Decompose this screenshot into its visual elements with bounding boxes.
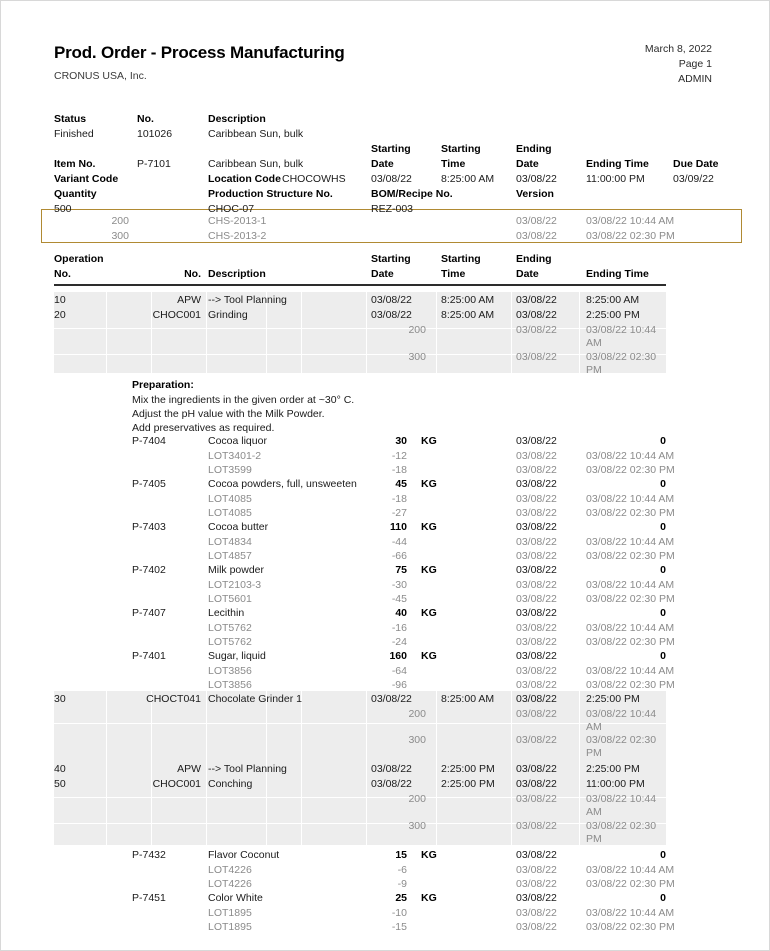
highlight-lot-no: CHS-2013-2	[208, 230, 267, 242]
component-lot-qty: -16	[391, 622, 407, 634]
column-separator	[436, 691, 437, 761]
column-separator	[511, 292, 512, 373]
column-separator	[436, 292, 437, 373]
component-lot-timestamp: 03/08/22 02:30 PM	[586, 878, 675, 890]
column-separator	[206, 292, 207, 373]
component-item-no: P-7401	[132, 650, 166, 662]
component-lot-timestamp: 03/08/22 10:44 AM	[586, 622, 675, 634]
column-separator	[366, 691, 367, 761]
operation-starting-date: 03/08/22	[371, 294, 412, 306]
component-remaining-qty: 0	[660, 892, 666, 904]
operation-subline-ending-time-2: AM	[586, 721, 602, 733]
page-title: Prod. Order - Process Manufacturing	[54, 43, 345, 62]
column-separator	[106, 761, 107, 845]
component-date: 03/08/22	[516, 607, 557, 619]
label-operation-no: No.	[54, 268, 71, 280]
column-separator	[511, 761, 512, 845]
component-lot-no: LOT4834	[208, 536, 252, 548]
label-op-ending-date-2: Date	[516, 268, 539, 280]
component-lot-qty: -15	[391, 921, 407, 933]
component-lot-no: LOT4085	[208, 493, 252, 505]
label-status: Status	[54, 113, 87, 125]
label-op-description: Description	[208, 268, 266, 280]
column-separator	[106, 691, 107, 761]
label-op-starting-time-2: Time	[441, 268, 466, 280]
operation-subline-ending-date: 03/08/22	[516, 324, 557, 336]
row-separator	[54, 354, 666, 355]
operation-ending-date: 03/08/22	[516, 309, 557, 321]
component-lot-no: LOT2103-3	[208, 579, 262, 591]
value-due-date: 03/09/22	[673, 173, 714, 185]
component-lot-date: 03/08/22	[516, 493, 557, 505]
operation-ending-time: 2:25:00 PM	[586, 693, 640, 705]
row-separator	[54, 328, 666, 329]
value-location-code: CHOCOWHS	[282, 173, 346, 185]
operation-description: --> Tool Planning	[208, 763, 287, 775]
component-lot-qty: -96	[391, 679, 407, 691]
column-separator	[151, 761, 152, 845]
column-separator	[301, 292, 302, 373]
component-remaining-qty: 0	[660, 521, 666, 533]
component-lot-qty: -24	[391, 636, 407, 648]
label-location-code: Location Code	[208, 173, 281, 185]
operation-subline-ending-time-2: PM	[586, 833, 602, 845]
highlight-lot-ending-time: 03/08/22 10:44 AM	[586, 215, 675, 227]
component-lot-no: LOT4226	[208, 864, 252, 876]
component-description: Milk powder	[208, 564, 265, 576]
component-description: Cocoa liquor	[208, 435, 267, 447]
operation-ending-date: 03/08/22	[516, 778, 557, 790]
operation-ending-time: 2:25:00 PM	[586, 309, 640, 321]
operation-subline-ending-time-2: PM	[586, 747, 602, 759]
operation-subline-ending-date: 03/08/22	[516, 820, 557, 832]
label-operation: Operation	[54, 253, 104, 265]
component-uom: KG	[421, 892, 437, 904]
component-lot-qty: -66	[391, 550, 407, 562]
component-remaining-qty: 0	[660, 564, 666, 576]
operation-ending-time: 8:25:00 AM	[586, 294, 640, 306]
operation-resource-no: APW	[177, 294, 201, 306]
component-lot-timestamp: 03/08/22 10:44 AM	[586, 536, 675, 548]
operation-subline-ending-time: 03/08/22 10:44	[586, 324, 657, 336]
component-lot-timestamp: 03/08/22 10:44 AM	[586, 665, 675, 677]
operation-subline-qty: 300	[408, 820, 426, 832]
page-number: Page 1	[678, 58, 712, 70]
operation-subline-ending-time: 03/08/22 02:30	[586, 734, 657, 746]
component-date: 03/08/22	[516, 849, 557, 861]
row-separator	[54, 723, 666, 724]
value-description: Caribbean Sun, bulk	[208, 128, 304, 140]
column-separator	[206, 691, 207, 761]
column-separator	[579, 691, 580, 761]
component-uom: KG	[421, 435, 437, 447]
component-lot-no: LOT3401-2	[208, 450, 262, 462]
label-bom-recipe-no: BOM/Recipe No.	[371, 188, 453, 200]
column-separator	[511, 691, 512, 761]
component-lot-no: LOT1895	[208, 921, 252, 933]
label-due-date: Due Date	[673, 158, 719, 170]
operation-description: Chocolate Grinder 1	[208, 693, 302, 705]
operation-subline-ending-time-2: PM	[586, 364, 602, 376]
component-lot-date: 03/08/22	[516, 464, 557, 476]
operation-starting-date: 03/08/22	[371, 778, 412, 790]
highlight-lot-no: CHS-2013-1	[208, 215, 267, 227]
component-lot-timestamp: 03/08/22 10:44 AM	[586, 493, 675, 505]
component-lot-qty: -44	[391, 536, 407, 548]
operation-subline-ending-time: 03/08/22 02:30	[586, 351, 657, 363]
component-remaining-qty: 0	[660, 650, 666, 662]
component-lot-no: LOT3856	[208, 665, 252, 677]
component-lot-qty: -12	[391, 450, 407, 462]
component-uom: KG	[421, 564, 437, 576]
operation-ending-date: 03/08/22	[516, 693, 557, 705]
component-lot-timestamp: 03/08/22 10:44 AM	[586, 450, 675, 462]
operation-ending-time: 11:00:00 PM	[586, 778, 645, 790]
component-lot-date: 03/08/22	[516, 593, 557, 605]
label-ending-time: Ending Time	[586, 158, 649, 170]
component-lot-date: 03/08/22	[516, 921, 557, 933]
component-description: Cocoa butter	[208, 521, 269, 533]
report-date: March 8, 2022	[644, 43, 712, 55]
operation-no: 20	[54, 309, 66, 321]
component-description: Cocoa powders, full, unsweeten	[208, 478, 357, 490]
operation-subline-ending-date: 03/08/22	[516, 734, 557, 746]
component-quantity: 75	[395, 564, 407, 576]
component-quantity: 15	[395, 849, 407, 861]
value-no: 101026	[137, 128, 173, 140]
component-quantity: 160	[389, 650, 407, 662]
component-quantity: 45	[395, 478, 407, 490]
operation-subline-qty: 300	[408, 734, 426, 746]
component-date: 03/08/22	[516, 521, 557, 533]
component-lot-timestamp: 03/08/22 02:30 PM	[586, 593, 675, 605]
operation-starting-time: 8:25:00 AM	[441, 693, 495, 705]
component-lot-timestamp: 03/08/22 02:30 PM	[586, 464, 675, 476]
component-item-no: P-7451	[132, 892, 166, 904]
component-item-no: P-7407	[132, 607, 166, 619]
row-separator	[54, 797, 666, 798]
operation-starting-time: 8:25:00 AM	[441, 294, 495, 306]
component-lot-date: 03/08/22	[516, 679, 557, 691]
operation-no: 10	[54, 294, 66, 306]
operation-no: 30	[54, 693, 66, 705]
label-starting-date: Starting	[371, 143, 411, 155]
label-op-no: No.	[184, 268, 201, 280]
component-lot-no: LOT1895	[208, 907, 252, 919]
component-lot-date: 03/08/22	[516, 907, 557, 919]
row-separator	[54, 823, 666, 824]
operation-starting-time: 8:25:00 AM	[441, 309, 495, 321]
label-version: Version	[516, 188, 554, 200]
component-uom: KG	[421, 650, 437, 662]
operation-subline-ending-time-2: AM	[586, 337, 602, 349]
component-lot-date: 03/08/22	[516, 536, 557, 548]
component-uom: KG	[421, 607, 437, 619]
component-lot-no: LOT4085	[208, 507, 252, 519]
operation-resource-no: APW	[177, 763, 201, 775]
label-op-starting-time: Starting	[441, 253, 481, 265]
highlight-lot-ending-time: 03/08/22 02:30 PM	[586, 230, 675, 242]
component-lot-date: 03/08/22	[516, 622, 557, 634]
operation-subline-ending-date: 03/08/22	[516, 351, 557, 363]
label-starting-date-2: Date	[371, 158, 394, 170]
component-item-no: P-7403	[132, 521, 166, 533]
component-lot-qty: -10	[391, 907, 407, 919]
component-lot-qty: -18	[391, 464, 407, 476]
section-rule	[54, 284, 666, 286]
operation-subline-qty: 300	[408, 351, 426, 363]
component-lot-qty: -27	[391, 507, 407, 519]
component-lot-qty: -9	[397, 878, 407, 890]
label-item-no: Item No.	[54, 158, 96, 170]
label-production-structure-no: Production Structure No.	[208, 188, 333, 200]
component-lot-no: LOT5601	[208, 593, 252, 605]
operation-ending-date: 03/08/22	[516, 294, 557, 306]
component-lot-date: 03/08/22	[516, 507, 557, 519]
component-description: Color White	[208, 892, 263, 904]
column-separator	[151, 292, 152, 373]
operation-subline-ending-date: 03/08/22	[516, 793, 557, 805]
component-quantity: 40	[395, 607, 407, 619]
value-item-description: Caribbean Sun, bulk	[208, 158, 304, 170]
column-separator	[366, 761, 367, 845]
operation-subline-qty: 200	[408, 793, 426, 805]
operation-resource-no: CHOC001	[152, 309, 201, 321]
column-separator	[366, 292, 367, 373]
highlight-lot-ending-date: 03/08/22	[516, 230, 557, 242]
label-starting-time-2: Time	[441, 158, 466, 170]
component-lot-timestamp: 03/08/22 10:44 AM	[586, 864, 675, 876]
component-lot-no: LOT5762	[208, 636, 252, 648]
column-separator	[301, 761, 302, 845]
component-lot-date: 03/08/22	[516, 878, 557, 890]
component-lot-timestamp: 03/08/22 02:30 PM	[586, 679, 675, 691]
component-remaining-qty: 0	[660, 435, 666, 447]
report-meta	[645, 42, 712, 87]
component-quantity: 110	[390, 521, 407, 533]
operation-subline-qty: 200	[408, 708, 426, 720]
component-date: 03/08/22	[516, 564, 557, 576]
operation-resource-no: CHOC001	[152, 778, 201, 790]
component-remaining-qty: 0	[660, 607, 666, 619]
component-lot-qty: -64	[391, 665, 407, 677]
label-op-starting-date: Starting	[371, 253, 411, 265]
component-lot-date: 03/08/22	[516, 665, 557, 677]
component-quantity: 25	[395, 892, 407, 904]
component-date: 03/08/22	[516, 435, 557, 447]
component-item-no: P-7432	[132, 849, 166, 861]
value-bom-recipe-no: REZ-003	[371, 203, 414, 215]
operation-subline-ending-time: 03/08/22 10:44	[586, 708, 657, 720]
component-quantity: 30	[395, 435, 407, 447]
component-item-no: P-7402	[132, 564, 166, 576]
preparation-line: Add preservatives as required.	[132, 422, 275, 434]
column-separator	[206, 761, 207, 845]
component-lot-timestamp: 03/08/22 02:30 PM	[586, 550, 675, 562]
operation-band-10-20	[54, 292, 666, 373]
value-ending-date: 03/08/22	[516, 173, 557, 185]
label-op-ending-date: Ending	[516, 253, 552, 265]
preparation-heading: Preparation:	[132, 379, 194, 391]
component-remaining-qty: 0	[660, 478, 666, 490]
report-sheet	[1, 1, 770, 951]
component-item-no: P-7405	[132, 478, 166, 490]
label-op-ending-time: Ending Time	[586, 268, 649, 280]
component-lot-date: 03/08/22	[516, 550, 557, 562]
component-description: Lecithin	[208, 607, 245, 619]
value-item-no: P-7101	[137, 158, 171, 170]
operation-no: 40	[54, 763, 66, 775]
component-lot-qty: -45	[391, 593, 407, 605]
operation-description: Conching	[208, 778, 253, 790]
operation-starting-time: 2:25:00 PM	[441, 778, 495, 790]
value-starting-date: 03/08/22	[371, 173, 412, 185]
operation-subline-ending-time: 03/08/22 02:30	[586, 820, 657, 832]
operation-subline-ending-time: 03/08/22 10:44	[586, 793, 657, 805]
value-ending-time: 11:00:00 PM	[586, 173, 645, 185]
component-lot-qty: -6	[397, 864, 407, 876]
preparation-line: Mix the ingredients in the given order at ~30° C.	[132, 394, 355, 406]
label-no: No.	[137, 113, 154, 125]
company-name: CRONUS USA, Inc.	[54, 70, 147, 82]
label-quantity: Quantity	[54, 188, 97, 200]
label-starting-time: Starting	[441, 143, 481, 155]
component-lot-date: 03/08/22	[516, 864, 557, 876]
component-lot-date: 03/08/22	[516, 579, 557, 591]
component-lot-date: 03/08/22	[516, 450, 557, 462]
preparation-line: Adjust the pH value with the Milk Powder.	[132, 408, 325, 420]
highlight-lot-qty: 300	[111, 230, 129, 242]
label-ending-date: Ending	[516, 143, 552, 155]
highlight-lot-qty: 200	[111, 215, 129, 227]
component-date: 03/08/22	[516, 892, 557, 904]
component-item-no: P-7404	[132, 435, 166, 447]
report-user: ADMIN	[678, 73, 712, 85]
value-status: Finished	[54, 128, 94, 140]
component-lot-no: LOT3856	[208, 679, 252, 691]
label-op-starting-date-2: Date	[371, 268, 394, 280]
operation-subline-ending-time-2: AM	[586, 806, 602, 818]
component-lot-timestamp: 03/08/22 10:44 AM	[586, 579, 675, 591]
component-date: 03/08/22	[516, 650, 557, 662]
highlight-lot-ending-date: 03/08/22	[516, 215, 557, 227]
component-lot-timestamp: 03/08/22 10:44 AM	[586, 907, 675, 919]
component-lot-timestamp: 03/08/22 02:30 PM	[586, 636, 675, 648]
component-description: Flavor Coconut	[208, 849, 280, 861]
column-separator	[106, 292, 107, 373]
component-lot-qty: -18	[391, 493, 407, 505]
operation-ending-time: 2:25:00 PM	[586, 763, 640, 775]
operation-description: Grinding	[208, 309, 248, 321]
component-lot-no: LOT3599	[208, 464, 252, 476]
component-remaining-qty: 0	[660, 849, 666, 861]
component-lot-no: LOT4857	[208, 550, 252, 562]
value-starting-time: 8:25:00 AM	[441, 173, 495, 185]
label-ending-date-2: Date	[516, 158, 539, 170]
component-uom: KG	[421, 478, 437, 490]
component-lot-no: LOT5762	[208, 622, 252, 634]
operation-starting-date: 03/08/22	[371, 763, 412, 775]
component-lot-no: LOT4226	[208, 878, 252, 890]
component-lot-qty: -30	[391, 579, 407, 591]
operation-subline-ending-date: 03/08/22	[516, 708, 557, 720]
operation-starting-date: 03/08/22	[371, 309, 412, 321]
component-date: 03/08/22	[516, 478, 557, 490]
operation-starting-time: 2:25:00 PM	[441, 763, 495, 775]
component-uom: KG	[421, 849, 437, 861]
component-lot-timestamp: 03/08/22 02:30 PM	[586, 921, 675, 933]
label-variant-code: Variant Code	[54, 173, 119, 185]
operation-description: --> Tool Planning	[208, 294, 287, 306]
column-separator	[436, 761, 437, 845]
column-separator	[579, 761, 580, 845]
label-description: Description	[208, 113, 266, 125]
operation-starting-date: 03/08/22	[371, 693, 412, 705]
column-separator	[579, 292, 580, 373]
component-lot-timestamp: 03/08/22 02:30 PM	[586, 507, 675, 519]
component-uom: KG	[421, 521, 437, 533]
operation-resource-no: CHOCT041	[146, 693, 201, 705]
value-production-structure-no: CHOC-07	[208, 203, 255, 215]
operation-no: 50	[54, 778, 66, 790]
operation-band-40-50	[54, 761, 666, 845]
component-description: Sugar, liquid	[208, 650, 266, 662]
operation-subline-qty: 200	[408, 324, 426, 336]
component-lot-date: 03/08/22	[516, 636, 557, 648]
value-quantity: 500	[54, 203, 72, 215]
operation-ending-date: 03/08/22	[516, 763, 557, 775]
